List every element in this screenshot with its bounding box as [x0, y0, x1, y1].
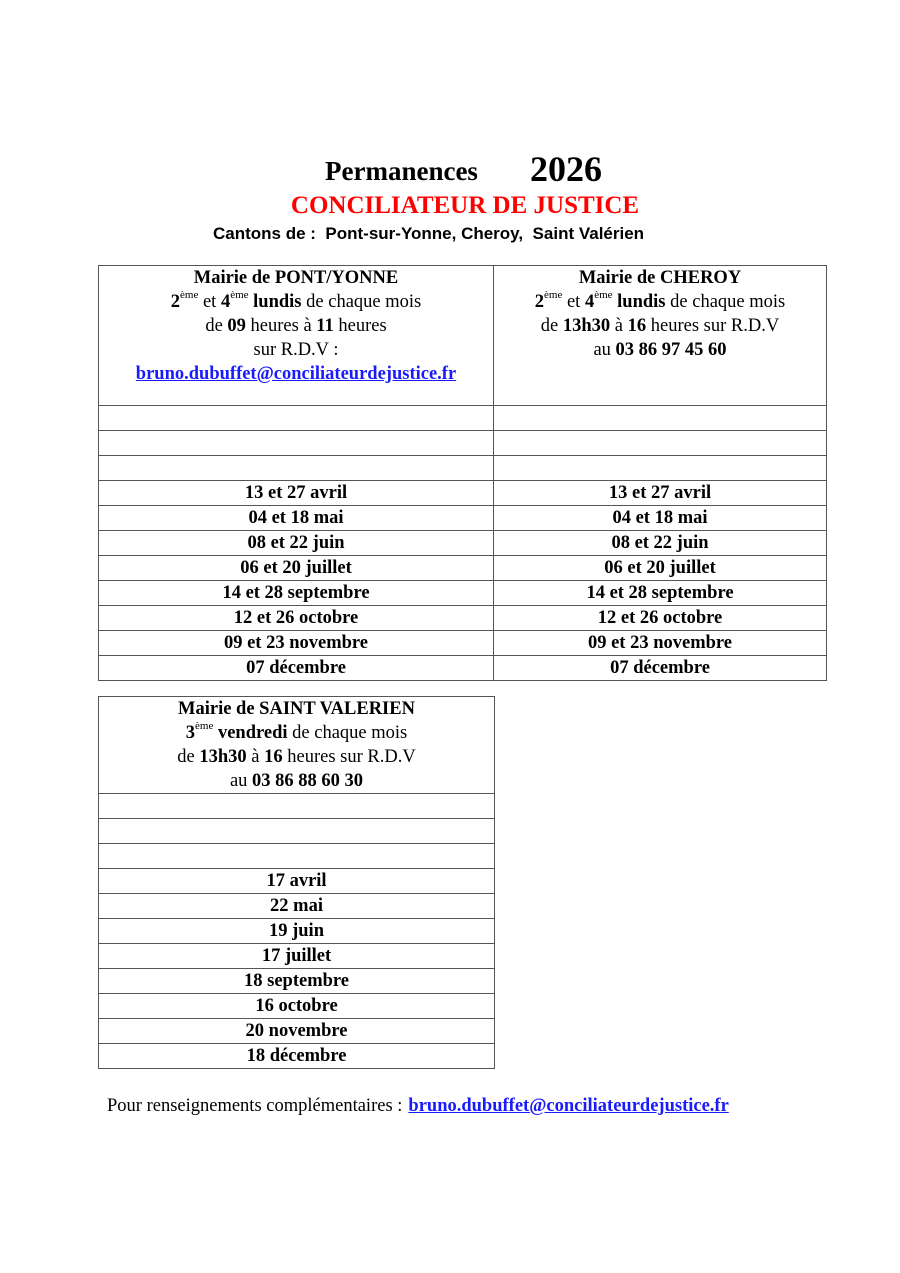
saint-valerien-date: 17 avril — [99, 869, 495, 894]
pont-yonne-name: Mairie de PONT/YONNE — [193, 268, 399, 288]
pont-yonne-date: 13 et 27 avril — [99, 481, 494, 506]
date-row — [99, 481, 827, 506]
title-word: Permanences — [325, 156, 478, 186]
empty-row — [99, 794, 495, 819]
page-title — [0, 148, 900, 192]
saint-valerien-hours: de 13h30 à 16 heures sur R.D.V — [177, 747, 416, 767]
schedule-table-pont-cheroy — [98, 265, 827, 681]
pont-yonne-rdv: sur R.D.V : — [253, 340, 339, 360]
cheroy-date: 04 et 18 mai — [494, 506, 827, 531]
table-header-row — [99, 697, 495, 794]
pont-yonne-date: 12 et 26 octobre — [99, 606, 494, 631]
saint-valerien-phone: au 03 86 88 60 30 — [229, 771, 364, 791]
cheroy-date: 13 et 27 avril — [494, 481, 827, 506]
cantons-line: Cantons de : Pont-sur-Yonne, Cheroy, Saint Valérien — [213, 224, 645, 243]
date-row — [99, 894, 495, 919]
cheroy-date: 08 et 22 juin — [494, 531, 827, 556]
pont-yonne-email-link[interactable]: bruno.dubuffet@conciliateurdejustice.fr — [135, 364, 457, 384]
date-row — [99, 656, 827, 681]
date-row — [99, 994, 495, 1019]
footer-text: Pour renseignements complémentaires : — [107, 1096, 403, 1116]
footer — [107, 1096, 729, 1117]
saint-valerien-date: 19 juin — [99, 919, 495, 944]
date-row — [99, 606, 827, 631]
saint-valerien-date: 18 décembre — [99, 1044, 495, 1069]
cheroy-date: 09 et 23 novembre — [494, 631, 827, 656]
date-row — [99, 631, 827, 656]
date-row — [99, 581, 827, 606]
date-row — [99, 944, 495, 969]
date-row — [99, 556, 827, 581]
cheroy-date: 12 et 26 octobre — [494, 606, 827, 631]
pont-yonne-date: 14 et 28 septembre — [99, 581, 494, 606]
empty-row — [99, 819, 495, 844]
date-row — [99, 506, 827, 531]
pont-yonne-hours: de 09 heures à 11 heures — [205, 316, 387, 336]
pont-yonne-days: 2ème et 4ème lundis de chaque mois — [170, 288, 422, 312]
date-row — [99, 919, 495, 944]
table-header-row — [99, 266, 827, 406]
saint-valerien-date: 16 octobre — [99, 994, 495, 1019]
pont-yonne-date: 08 et 22 juin — [99, 531, 494, 556]
date-row — [99, 1044, 495, 1069]
saint-valerien-name: Mairie de SAINT VALERIEN — [178, 699, 415, 719]
cheroy-date: 07 décembre — [494, 656, 827, 681]
pont-yonne-header — [99, 266, 494, 406]
footer-email-link[interactable]: bruno.dubuffet@conciliateurdejustice.fr — [408, 1096, 729, 1116]
pont-yonne-date: 07 décembre — [99, 656, 494, 681]
saint-valerien-date: 22 mai — [99, 894, 495, 919]
saint-valerien-date: 18 septembre — [99, 969, 495, 994]
empty-row — [99, 431, 827, 456]
saint-valerien-days: 3ème vendredi de chaque mois — [185, 719, 408, 743]
cheroy-name: Mairie de CHEROY — [578, 268, 742, 288]
pont-yonne-date: 09 et 23 novembre — [99, 631, 494, 656]
saint-valerien-header — [99, 697, 495, 794]
date-row — [99, 969, 495, 994]
date-row — [99, 1019, 495, 1044]
saint-valerien-date: 17 juillet — [99, 944, 495, 969]
title-year: 2026 — [530, 149, 602, 189]
cheroy-date: 06 et 20 juillet — [494, 556, 827, 581]
schedule-table-saint-valerien — [98, 696, 495, 1069]
cheroy-date: 14 et 28 septembre — [494, 581, 827, 606]
pont-yonne-date: 04 et 18 mai — [99, 506, 494, 531]
empty-row — [99, 456, 827, 481]
date-row — [99, 869, 495, 894]
subtitle: CONCILIATEUR DE JUSTICE — [290, 192, 640, 219]
cheroy-hours: de 13h30 à 16 heures sur R.D.V — [540, 316, 780, 336]
empty-row — [99, 406, 827, 431]
pont-yonne-date: 06 et 20 juillet — [99, 556, 494, 581]
cheroy-days: 2ème et 4ème lundis de chaque mois — [534, 288, 786, 312]
saint-valerien-date: 20 novembre — [99, 1019, 495, 1044]
date-row — [99, 531, 827, 556]
empty-row — [99, 844, 495, 869]
cheroy-header — [494, 266, 827, 406]
cheroy-phone: au 03 86 97 45 60 — [593, 340, 727, 360]
